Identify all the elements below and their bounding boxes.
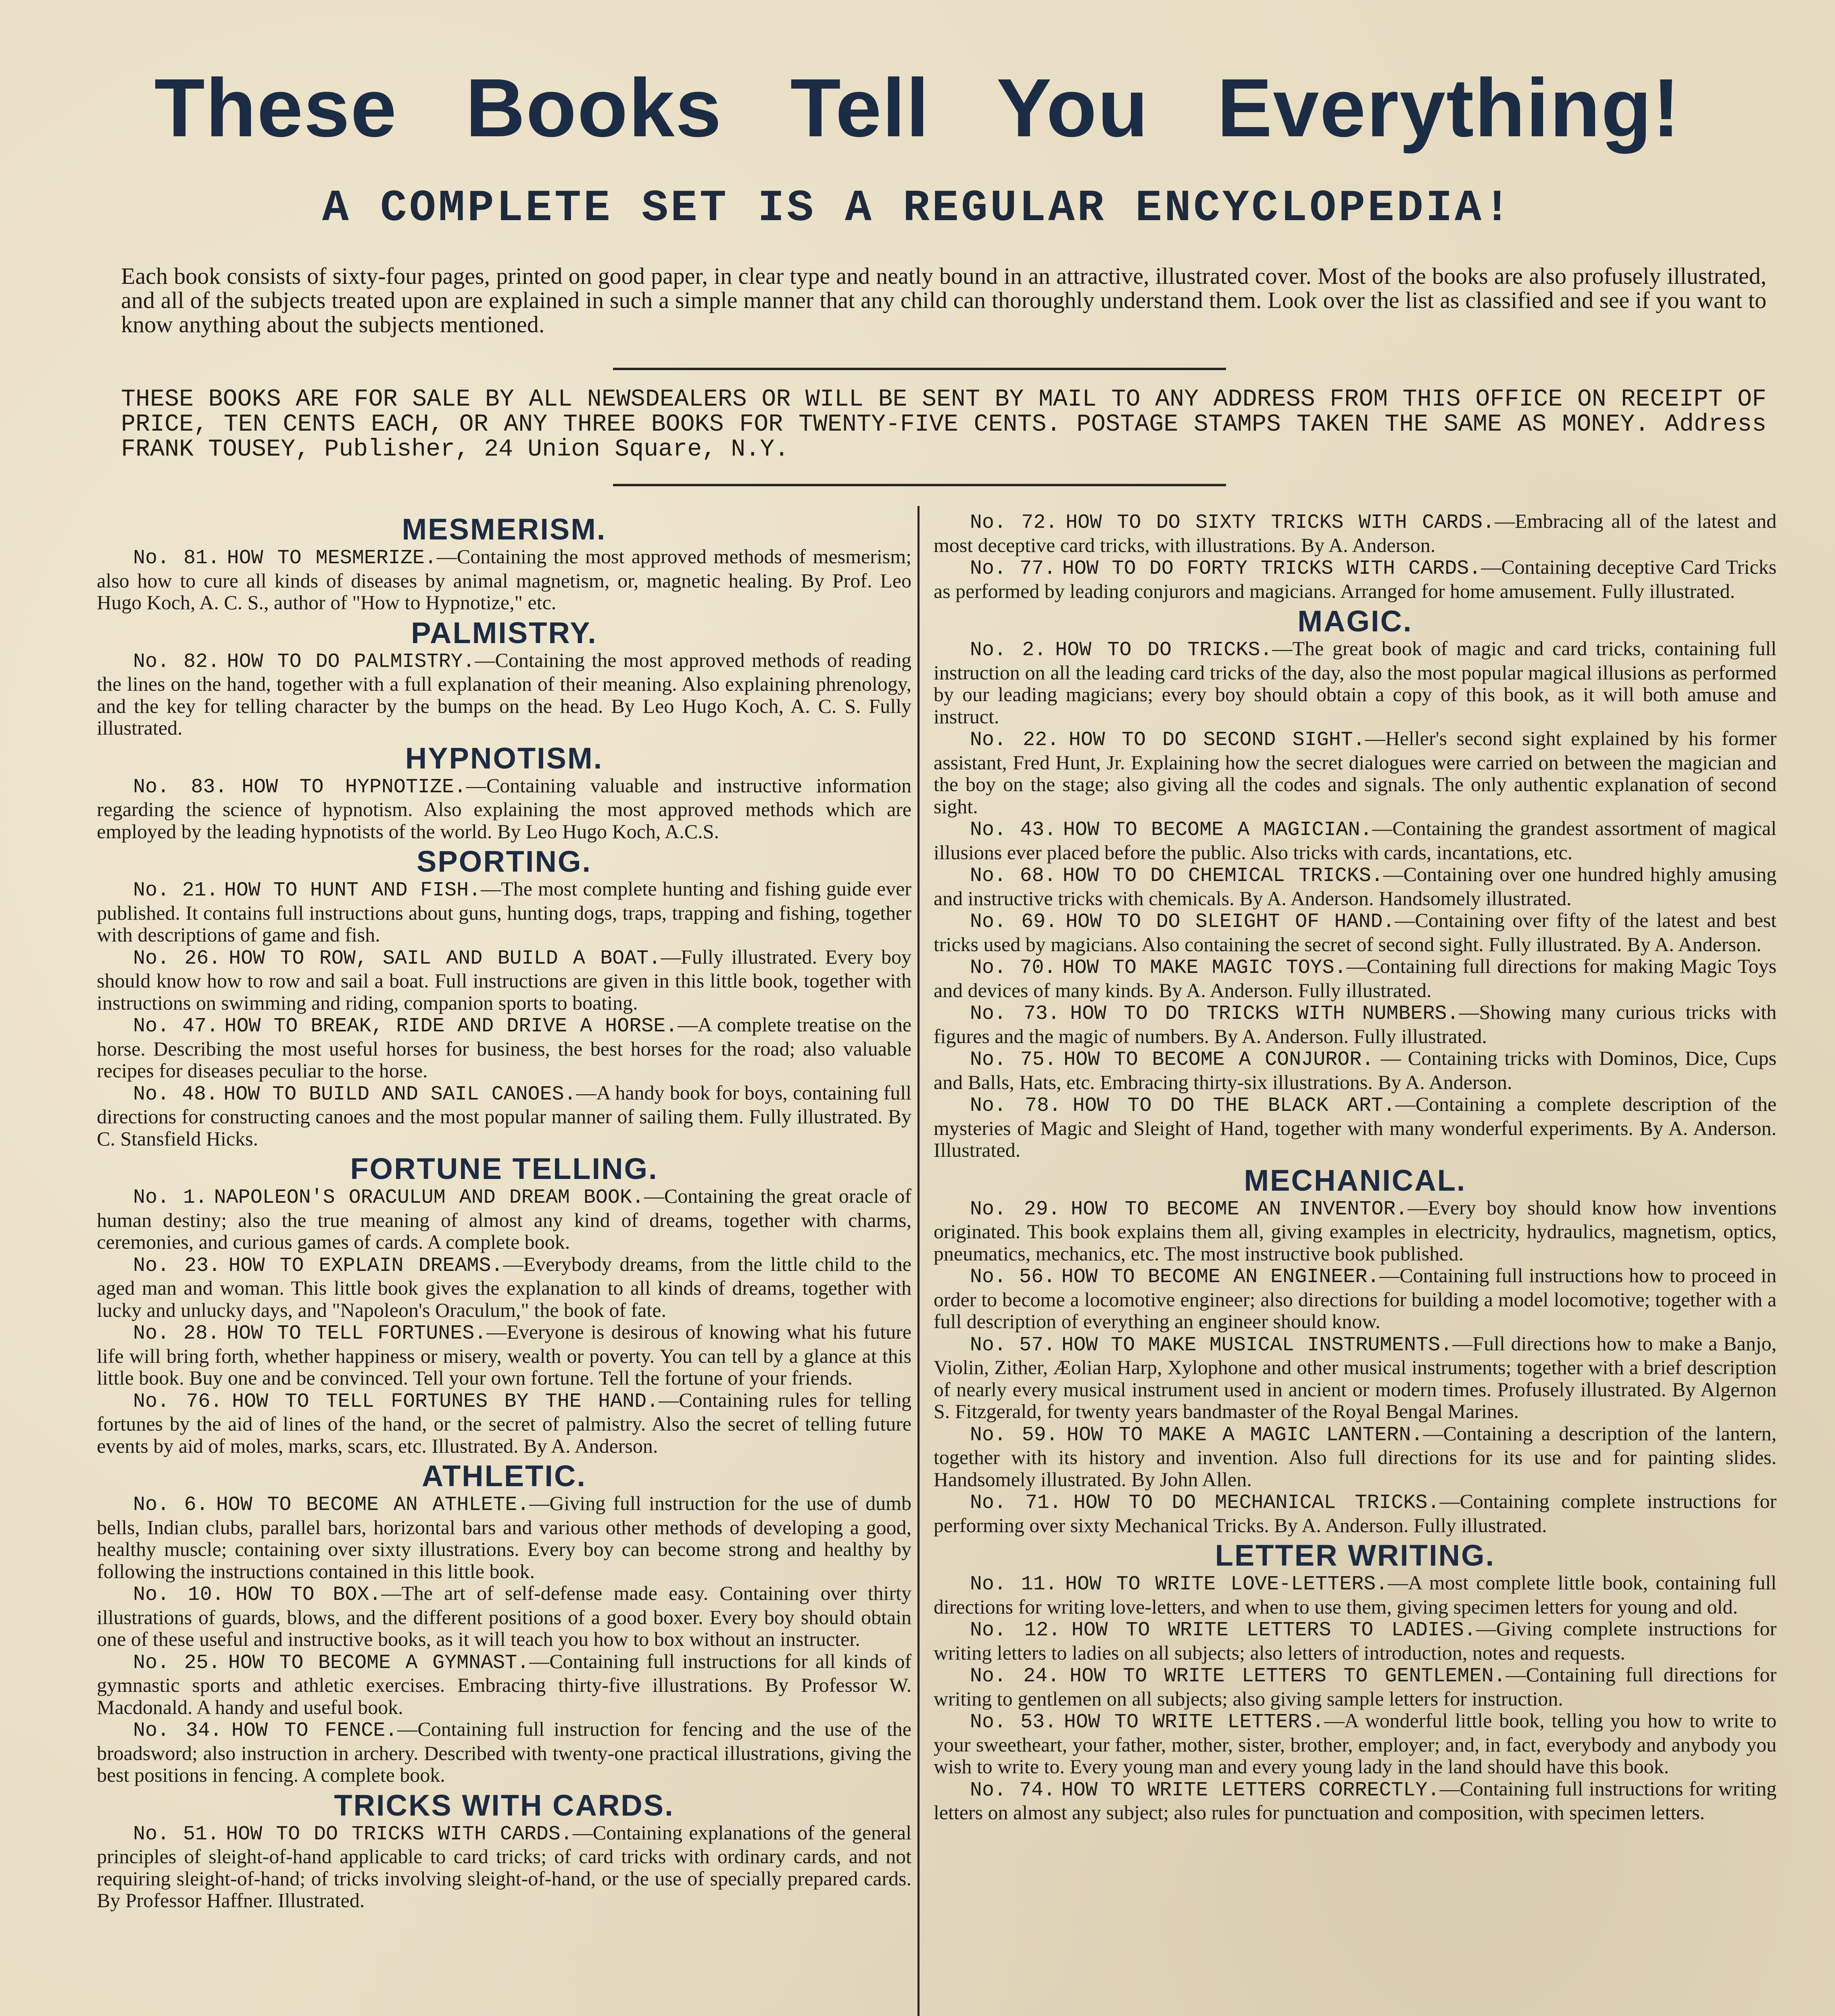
book-description: —Containing valuable and instructive information regarding the science of hypnotism. Also explaining the most approved methods which are employed by the leading hypnotists of the world. By Leo Hugo Koch, A.C.S. <box>97 774 911 843</box>
book-description: —Everybody dreams, from the little child to the aged man and woman. This little book gives the explanation to all kinds of dreams, together with lucky and unlucky days, and "Napoleon's Oraculum," the book of fate. <box>97 1252 911 1321</box>
book-number: No. 77. <box>970 557 1056 580</box>
section-heading: PALMISTRY. <box>411 616 597 650</box>
book-title: HOW TO FENCE. <box>231 1719 398 1742</box>
book-number: No. 73. <box>970 1002 1060 1025</box>
book-number: No. 57. <box>970 1333 1056 1357</box>
book-section <box>97 513 911 614</box>
book-number: No. 71. <box>970 1491 1062 1514</box>
book-entry <box>97 1718 911 1786</box>
book-description: —A complete treatise on the horse. Describing the most useful horses for business, the best horses for the road; also valuable recipes for diseases peculiar to the horse. <box>97 1013 911 1082</box>
book-number: No. 75. <box>970 1048 1057 1071</box>
book-title: HOW TO MAKE MAGIC TOYS. <box>1062 956 1347 979</box>
book-number: No. 83. <box>133 775 227 799</box>
book-description: —Everyone is desirous of knowing what his future life will bring forth, whether happiness or misery, wealth or poverty. You can tell by a glance at this little book. Buy one and be convinced. Tell your own fortune. Tell the fortune of your friends. <box>97 1320 911 1389</box>
book-title: HOW TO HUNT AND FISH. <box>224 879 481 902</box>
book-title: HOW TO DO CHEMICAL TRICKS. <box>1062 864 1383 887</box>
book-title: HOW TO WRITE LOVE-LETTERS. <box>1065 1573 1388 1596</box>
book-entry <box>97 1253 911 1321</box>
intro-paragraph: Each book consists of sixty-four pages, printed on good paper, in clear type and neatly bound in an attractive, illustrated cover. Most of the books are also profusely illustrated, and all of the subjects treated upon are explained in such a simple manner that any child can thoroughly understand them. Look over the list as classified and see if you want to know anything about the subjects mentioned. <box>121 263 1766 337</box>
book-title: HOW TO MAKE MUSICAL INSTRUMENTS. <box>1061 1333 1453 1357</box>
book-number: No. 47. <box>133 1015 219 1038</box>
book-description: —Containing the grandest assortment of magical illusions ever placed before the public. Also tricks with cards, incantations, etc. <box>934 817 1777 864</box>
book-section <box>934 1164 1777 1537</box>
section-heading: MESMERISM. <box>402 512 607 546</box>
book-description: —Embracing all of the latest and most deceptive card tricks, with illustrations. By A. Anderson. <box>934 510 1777 556</box>
book-entry <box>97 946 911 1014</box>
book-number: No. 82. <box>133 650 220 673</box>
book-number: No. 34. <box>133 1719 222 1742</box>
book-entry <box>97 775 911 843</box>
book-description: —Containing the great oracle of human destiny; also the true meaning of almost any kind of dreams, together with charms, ceremonies, and curious games of cards. A complete book. <box>97 1185 911 1253</box>
book-description: —A handy book for boys, containing full directions for constructing canoes and the most popular manner of sailing them. Fully illustrated. By C. Stansfield Hicks. <box>97 1081 911 1150</box>
book-title: HOW TO HYPNOTIZE. <box>242 775 466 799</box>
page-title: These Books Tell You Everything! <box>154 62 1681 154</box>
book-entry <box>934 510 1777 556</box>
book-title: HOW TO DO PALMISTRY. <box>227 650 475 673</box>
book-entry <box>934 817 1777 863</box>
book-description: —Every boy should know how inventions originated. This book explains them all, giving examples in electricity, hydraulics, magnetism, optics, pneumatics, mechanics, etc. The most instructive book published. <box>934 1196 1777 1265</box>
book-entry <box>934 727 1777 817</box>
section-heading: ATHLETIC. <box>422 1459 586 1493</box>
book-title: HOW TO BECOME AN ATHLETE. <box>216 1493 530 1516</box>
book-description: —Fully illustrated. Every boy should know how to row and sail a boat. Full instructions are given in this little book, together with instructions on swimming and riding, companion sports to boating. <box>97 945 911 1014</box>
book-section <box>97 742 911 843</box>
book-number: No. 76. <box>133 1390 223 1413</box>
book-entry <box>934 1197 1777 1265</box>
book-section <box>97 617 911 739</box>
book-entry <box>934 1664 1777 1710</box>
book-description: —The art of self-defense made easy. Containing over thirty illustrations of guards, blows, and the different positions of a good boxer. Every boy should obtain one of these useful and instructive books, as it will teach you how to box without an instructer. <box>97 1582 911 1650</box>
sales-notice: THESE BOOKS ARE FOR SALE BY ALL NEWSDEALERS OR WILL BE SENT BY MAIL TO ANY ADDRESS FROM THIS OFFICE ON RECEIPT OF PRICE, TEN CENTS EACH, OR ANY THREE BOOKS FOR TWENTY-FIVE CENTS. POSTAGE STAMPS TAKEN THE SAME AS MONEY. Address FRANK TOUSEY, Publisher, 24 Union Square, N.Y. <box>121 386 1766 463</box>
right-column <box>934 510 1777 2016</box>
book-description: —Containing full instructions how to proceed in order to become a locomotive engineer; also directions for building a model locomotive; together with a full description of everything an engineer should know. <box>934 1264 1777 1333</box>
book-entry <box>97 878 911 946</box>
book-entry <box>934 1572 1777 1618</box>
book-description: —Containing rules for telling fortunes by the aid of lines of the hand, or the secret of palmistry. Also the secret of telling future events by aid of moles, marks, scars, etc. Illustrated. By A. Anderson. <box>97 1388 911 1457</box>
book-number: No. 25. <box>133 1651 221 1674</box>
book-title: NAPOLEON'S ORACULUM AND DREAM BOOK. <box>214 1186 644 1209</box>
divider-rule-top <box>613 368 1226 370</box>
book-entry <box>934 1618 1777 1664</box>
book-number: No. 6. <box>133 1493 209 1516</box>
section-heading: FORTUNE TELLING. <box>350 1152 658 1185</box>
book-entry <box>934 955 1777 1001</box>
book-entry <box>97 1582 911 1650</box>
section-heading: SPORTING. <box>416 845 592 878</box>
book-title: HOW TO TELL FORTUNES. <box>227 1322 487 1345</box>
book-number: No. 72. <box>970 511 1058 534</box>
book-number: No. 22. <box>970 729 1059 752</box>
book-number: No. 48. <box>133 1083 218 1106</box>
book-title: HOW TO MAKE A MAGIC LANTERN. <box>1066 1423 1423 1447</box>
book-title: HOW TO BECOME AN INVENTOR. <box>1071 1198 1408 1221</box>
page-subtitle: A COMPLETE SET IS A REGULAR ENCYCLOPEDIA! <box>322 183 1513 234</box>
book-description: —Showing many curious tricks with figures and the magic of numbers. By A. Anderson. Fully illustrated. <box>934 1001 1777 1048</box>
book-title: HOW TO BREAK, RIDE AND DRIVE A HORSE. <box>224 1015 678 1038</box>
book-title: HOW TO DO THE BLACK ART. <box>1072 1094 1395 1117</box>
book-description: —Containing over one hundred highly amusing and instructive tricks with chemicals. By A. Anderson. Handsomely illustrated. <box>934 863 1777 910</box>
book-description: —Heller's second sight explained by his former assistant, Fred Hunt, Jr. Explaining how the secret dialogues were carried on between the magician and the boy on the stage; also giving all the codes and signals. The only authentic explanation of second sight. <box>934 727 1777 818</box>
book-title: HOW TO BECOME A CONJUROR. <box>1063 1048 1374 1071</box>
book-description: —Containing full instructions for writing letters on almost any subject; also rules for punctuation and composition, with specimen letters. <box>934 1777 1777 1824</box>
book-description: — Containing tricks with Dominos, Dice, Cups and Balls, Hats, etc. Embracing thirty-six illustrations. By A. Anderson. <box>934 1047 1777 1093</box>
section-heading: TRICKS WITH CARDS. <box>334 1788 674 1822</box>
book-entry <box>97 546 911 614</box>
book-title: HOW TO DO TRICKS WITH NUMBERS. <box>1070 1002 1459 1025</box>
book-entry <box>934 1422 1777 1491</box>
book-title: HOW TO BECOME A GYMNAST. <box>228 1651 530 1674</box>
book-description: —Giving complete instructions for writing letters to ladies on all subjects; also letters of introduction, notes and requests. <box>934 1617 1777 1664</box>
book-title: HOW TO ROW, SAIL AND BUILD A BOAT. <box>229 947 661 970</box>
book-description: —Giving full instruction for the use of dumb bells, Indian clubs, parallel bars, horizontal bars and various other methods of developing a good, healthy muscle; containing over sixty illustrations. Every boy can become strong and healthy by following the instructions contained in this little book. <box>97 1492 911 1583</box>
left-column <box>97 510 911 2016</box>
book-entry <box>934 1710 1777 1778</box>
book-number: No. 28. <box>133 1322 220 1345</box>
book-entry <box>97 1822 911 1912</box>
book-number: No. 24. <box>970 1665 1060 1688</box>
book-entry <box>934 1778 1777 1824</box>
column-divider <box>918 506 920 2016</box>
book-entry <box>97 1492 911 1582</box>
book-number: No. 29. <box>970 1198 1060 1221</box>
book-entry <box>934 1264 1777 1333</box>
book-entry <box>97 1082 911 1150</box>
book-entry <box>934 1001 1777 1047</box>
book-description: —Containing a description of the lantern, together with its history and invention. Also full directions for its use and for painting slides. Handsomely illustrated. By John Allen. <box>934 1422 1777 1491</box>
book-entry <box>934 909 1777 955</box>
book-section <box>934 1539 1777 1824</box>
book-title: HOW TO DO TRICKS WITH CARDS. <box>226 1822 573 1846</box>
book-description: —Containing complete instructions for performing over sixty Mechanical Tricks. By A. Anderson. Fully illustrated. <box>934 1490 1777 1537</box>
book-title: HOW TO MESMERIZE. <box>227 547 437 570</box>
book-number: No. 81. <box>133 547 220 570</box>
divider-rule-bottom <box>613 484 1226 486</box>
book-number: No. 26. <box>133 947 221 970</box>
book-section <box>97 846 911 1150</box>
book-section <box>934 510 1777 602</box>
book-description: —A most complete little book, containing full directions for writing love-letters, and when to use them, giving specimen letters for young and old. <box>934 1571 1777 1618</box>
book-title: HOW TO DO FORTY TRICKS WITH CARDS. <box>1062 557 1481 580</box>
book-description: —Containing full instructions for all kinds of gymnastic sports and athletic exercises. Embracing thirty-five illustrations. By Professor W. Macdonald. A handy and useful book. <box>97 1649 911 1718</box>
book-entry <box>97 1014 911 1082</box>
book-title: HOW TO WRITE LETTERS TO LADIES. <box>1071 1619 1476 1642</box>
book-number: No. 51. <box>133 1822 219 1846</box>
book-entry <box>97 1650 911 1718</box>
book-entry <box>934 556 1777 602</box>
section-heading: MAGIC. <box>1297 604 1413 638</box>
book-number: No. 11. <box>970 1573 1057 1596</box>
book-description: —Containing full instruction for fencing and the use of the broadsword; also instruction in archery. Described with twenty-one practical illustrations, giving the best positions in fencing. A complete book. <box>97 1718 911 1786</box>
book-section <box>934 605 1777 1161</box>
book-title: HOW TO EXPLAIN DREAMS. <box>228 1254 503 1277</box>
book-title: HOW TO WRITE LETTERS CORRECTLY. <box>1061 1779 1440 1802</box>
book-number: No. 2. <box>970 639 1047 662</box>
book-number: No. 74. <box>970 1779 1055 1802</box>
book-entry <box>97 1185 911 1253</box>
book-entry <box>97 649 911 739</box>
book-number: No. 23. <box>133 1254 221 1277</box>
book-number: No. 69. <box>970 910 1058 933</box>
book-entry <box>97 1389 911 1457</box>
book-description: —Containing the most approved methods of reading the lines on the hand, together with a full explanation of their meaning. Also explaining phrenology, and the key for telling character by the bumps on the head. By Leo Hugo Koch, A. C. S. Fully illustrated. <box>97 648 911 739</box>
book-description: —Containing the most approved methods of mesmerism; also how to cure all kinds of diseases by animal magnetism, or, magnetic healing. By Prof. Leo Hugo Koch, A. C. S., author of "How to Hypnotize," etc. <box>97 545 911 614</box>
book-description: —The most complete hunting and fishing guide ever published. It contains full instructions about guns, hunting dogs, traps, trapping and fishing, together with descriptions of game and fish. <box>97 877 911 946</box>
book-number: No. 53. <box>970 1711 1057 1734</box>
book-entry <box>934 1490 1777 1536</box>
book-description: —Containing full directions for making Magic Toys and devices of many kinds. By A. Anderson. Fully illustrated. <box>934 955 1777 1002</box>
book-title: HOW TO WRITE LETTERS. <box>1063 1711 1324 1734</box>
book-title: HOW TO DO SECOND SIGHT. <box>1068 729 1365 752</box>
book-description: —Full directions how to make a Banjo, Violin, Zither, Æolian Harp, Xylophone and other musical instruments; together with a brief description of nearly every musical instrument used in ancient or modern times. Profusely illustrated. By Algernon S. Fitzgerald, for twenty years bandmaster of the Royal Bengal Marines. <box>934 1332 1777 1422</box>
book-number: No. 12. <box>970 1619 1061 1642</box>
book-number: No. 10. <box>133 1583 224 1606</box>
book-entry <box>97 1321 911 1389</box>
book-number: No. 43. <box>970 818 1057 841</box>
book-title: HOW TO BECOME A MAGICIAN. <box>1063 818 1372 841</box>
book-entry <box>934 1047 1777 1093</box>
book-number: No. 21. <box>133 879 219 902</box>
book-title: HOW TO TELL FORTUNES BY THE HAND. <box>232 1390 659 1413</box>
book-number: No. 70. <box>970 956 1056 979</box>
book-description: —Containing a complete description of the mysteries of Magic and Sleight of Hand, together with many wonderful experiments. By A. Anderson. Illustrated. <box>934 1093 1777 1161</box>
book-number: No. 1. <box>133 1186 208 1209</box>
book-description: —The great book of magic and card tricks, containing full instruction on all the leading card tricks of the day, also the most popular magical illusions as performed by our leading magicians; every boy should obtain a copy of this book, as it will both amuse and instruct. <box>934 637 1777 728</box>
book-title: HOW TO WRITE LETTERS TO GENTLEMEN. <box>1070 1665 1506 1688</box>
book-title: HOW TO BUILD AND SAIL CANOES. <box>223 1083 576 1106</box>
section-heading: HYPNOTISM. <box>405 741 603 775</box>
book-entry <box>934 1333 1777 1422</box>
book-entry <box>934 1093 1777 1161</box>
book-title: HOW TO DO SIXTY TRICKS WITH CARDS. <box>1066 511 1495 534</box>
section-heading: LETTER WRITING. <box>1215 1539 1495 1572</box>
book-description: —Containing deceptive Card Tricks as performed by leading conjurors and magicians. Arranged for home amusement. Fully illustrated. <box>934 556 1777 602</box>
book-number: No. 56. <box>970 1266 1056 1289</box>
book-number: No. 78. <box>970 1094 1061 1117</box>
book-section <box>97 1153 911 1457</box>
book-number: No. 59. <box>970 1423 1058 1447</box>
section-heading: MECHANICAL. <box>1244 1163 1466 1197</box>
book-title: HOW TO DO SLEIGHT OF HAND. <box>1066 910 1395 933</box>
book-description: —Containing over fifty of the latest and best tricks used by magicians. Also containing the secret of second sight. Fully illustrated. By A. Anderson. <box>934 909 1777 956</box>
book-entry <box>934 863 1777 909</box>
book-title: HOW TO DO TRICKS. <box>1055 639 1272 662</box>
book-section <box>97 1789 911 1912</box>
book-entry <box>934 637 1777 727</box>
book-description: —Containing full directions for writing to gentlemen on all subjects; also giving sample letters for instruction. <box>934 1663 1777 1710</box>
book-number: No. 68. <box>970 864 1056 887</box>
book-title: HOW TO BOX. <box>235 1583 382 1606</box>
book-description: —Containing explanations of the general principles of sleight-of-hand applicable to card tricks; of card tricks with ordinary cards, and not requiring sleight-of-hand; of tricks involving sleight-of-hand, or the use of specially prepared cards. By Professor Haffner. Illustrated. <box>97 1821 911 1912</box>
book-description: —A wonderful little book, telling you how to write to your sweetheart, your father, mother, sister, brother, employer; and, in fact, everybody and anybody you wish to write to. Every young man and every young lady in the land should have this book. <box>934 1709 1777 1778</box>
book-title: HOW TO DO MECHANICAL TRICKS. <box>1073 1491 1440 1514</box>
book-title: HOW TO BECOME AN ENGINEER. <box>1061 1266 1380 1289</box>
book-section <box>97 1460 911 1786</box>
